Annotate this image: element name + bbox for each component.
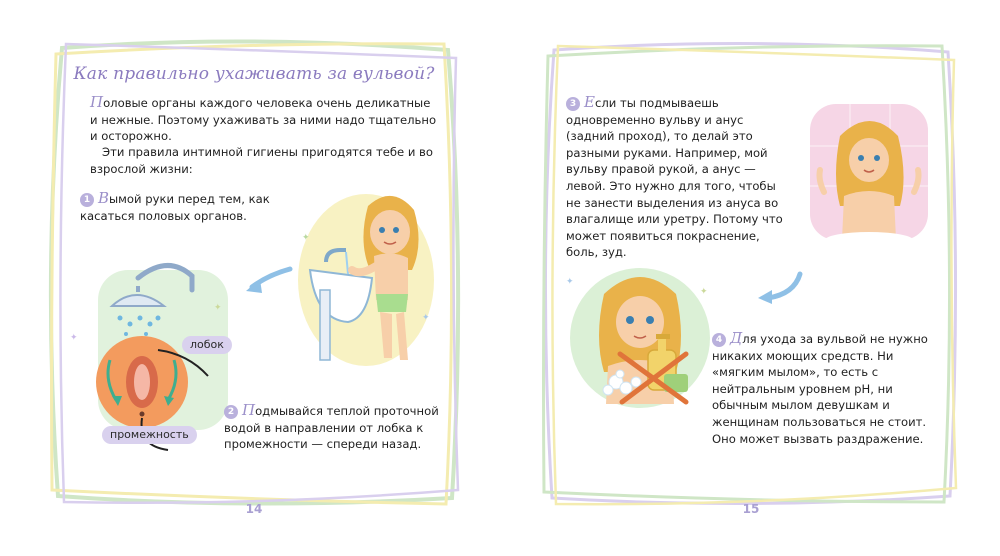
page-number: 15 <box>742 502 760 516</box>
right-page <box>542 40 960 516</box>
rule-number-badge: 4 <box>712 333 726 347</box>
star-icon: ✦ <box>566 277 574 287</box>
rule-number-badge: 2 <box>224 405 238 419</box>
star-icon: ✦ <box>700 287 708 297</box>
drop-cap: П <box>90 93 104 111</box>
rule-1 <box>80 190 280 224</box>
label-pubis: лобок <box>182 336 232 354</box>
page-title: Как правильно ухаживать за вульвой? <box>73 64 435 84</box>
star-icon: ✦ <box>422 313 430 323</box>
star-icon: ✦ <box>214 303 222 313</box>
drop-cap: П <box>242 401 256 419</box>
intro2-text: Эти правила интимной гигиены пригодятся тебе и во взрослой жизни: <box>90 145 433 176</box>
label-perineum: промежность <box>102 426 197 444</box>
rule-number-badge: 3 <box>566 97 580 111</box>
intro-text: оловые органы каждого человека очень деликатные и нежные. Поэтому ухаживать за ними надо тщательно и осторожно. <box>90 96 437 144</box>
star-icon: ✦ <box>70 333 78 343</box>
rule-3-text: сли ты подмываешь одновременно вульву и анус (задний проход), то делай это разными руками. Например, мой вульву правой рукой, а анус — левой. Это нужно для того, чтобы не занести выделения из ануса во влагалище или уретру. Потому что может появиться покраснение, боль, зуд. <box>566 96 783 260</box>
girl-in-shower-illustration <box>804 96 934 246</box>
girl-with-soap-illustration <box>564 254 714 414</box>
drop-cap: Д <box>730 329 743 347</box>
star-icon: ✦ <box>302 233 310 243</box>
intro-paragraph <box>90 94 440 145</box>
rule-4-text: ля ухода за вульвой не нужно никаких моющих средств. Ни «мягким мылом», то есть с нейтральным уровнем pH, ни обычным мылом девушкам и женщинам пользоваться не стоит. Оно может вызвать раздражение. <box>712 332 928 446</box>
rule-number-badge: 1 <box>80 193 94 207</box>
girl-washing-hands-illustration <box>296 170 436 370</box>
rule-4 <box>712 330 934 447</box>
arrow-icon <box>242 265 292 295</box>
arrow-icon <box>754 270 804 306</box>
rule-3 <box>566 94 788 261</box>
rule-2 <box>224 402 444 453</box>
drop-cap: Е <box>584 93 595 111</box>
left-page <box>48 40 460 516</box>
drop-cap: В <box>98 189 110 207</box>
page-number: 14 <box>245 502 263 516</box>
rule-1-text: ымой руки перед тем, как касаться половых органов. <box>80 192 270 223</box>
rule-2-text: одмывайся теплой проточной водой в направлении от лобка к промежности — спереди назад. <box>224 404 439 452</box>
